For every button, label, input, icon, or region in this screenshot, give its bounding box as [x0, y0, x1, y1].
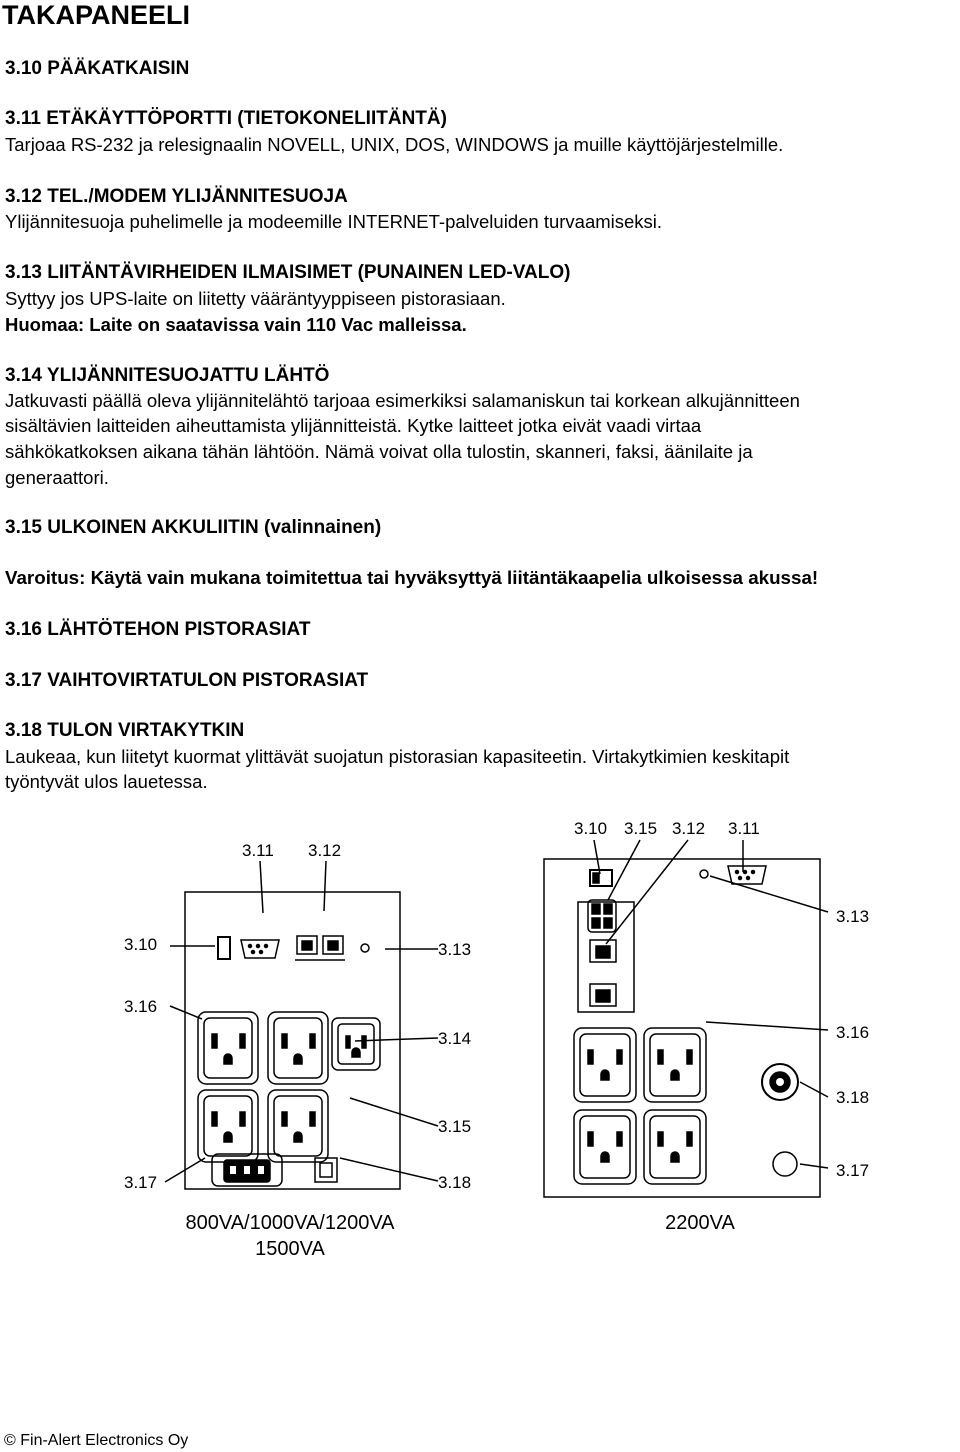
left-label-3-13: 3.13 — [438, 940, 472, 959]
section-3-14-line-3: sähkökatkoksen aikana tähän lähtöön. Nämä voivat olla tulostin, skanneri, faksi, äänilaite ja — [5, 441, 753, 462]
section-3-15-heading: 3.15 ULKOINEN AKKULIITIN (valinnainen) — [5, 517, 382, 538]
right-figure-caption: 2200VA — [665, 1212, 735, 1234]
left-label-3-17: 3.17 — [124, 1173, 158, 1192]
left-label-3-15: 3.15 — [438, 1117, 472, 1136]
right-label-3-18: 3.18 — [836, 1088, 870, 1107]
section-3-11-heading: 3.11 ETÄKÄYTTÖPORTTI (TIETOKONELIITÄNTÄ) — [5, 108, 447, 129]
left-label-3-11: 3.11 — [242, 841, 274, 860]
right-label-3-15: 3.15 — [624, 819, 658, 838]
left-label-3-10: 3.10 — [124, 935, 158, 954]
left-label-3-12: 3.12 — [308, 841, 342, 860]
section-3-18-line-2: työntyvät ulos lauetessa. — [5, 771, 208, 792]
section-3-12-text: Ylijännitesuoja puhelimelle ja modeemille INTERNET-palveluiden turvaamiseksi. — [5, 211, 663, 232]
right-label-3-12: 3.12 — [672, 819, 706, 838]
right-label-3-16: 3.16 — [836, 1023, 870, 1042]
rear-panel-diagram-small — [120, 836, 490, 1206]
right-label-3-11: 3.11 — [728, 819, 760, 838]
section-3-13-note: Huomaa: Laite on saatavissa vain 110 Vac malleissa. — [5, 314, 467, 335]
section-3-16-heading: 3.16 LÄHTÖTEHON PISTORASIAT — [5, 619, 311, 640]
footer-copyright: © Fin-Alert Electronics Oy — [4, 1432, 189, 1449]
left-label-3-14: 3.14 — [438, 1029, 472, 1048]
section-3-13-text: Syttyy jos UPS-laite on liitetty vääräntyyppiseen pistorasiaan. — [5, 288, 506, 309]
section-3-17-heading: 3.17 VAIHTOVIRTATULON PISTORASIAT — [5, 670, 369, 691]
left-figure-caption-line-2: 1500VA — [255, 1238, 325, 1260]
section-3-15-warning: Varoitus: Käytä vain mukana toimitettua tai hyväksyttyä liitäntäkaapelia ulkoisessa akussa! — [5, 567, 819, 588]
rear-panel-diagram-2200va — [538, 812, 890, 1202]
section-3-14-line-2: sisältävien laitteiden aiheuttamista ylijännitteistä. Kytke laitteet jotka eivät vaadi virtaa — [5, 415, 702, 436]
page-title: TAKAPANEELI — [2, 0, 190, 30]
section-3-14-line-4: generaattori. — [5, 467, 109, 488]
section-3-12-heading: 3.12 TEL./MODEM YLIJÄNNITESUOJA — [5, 186, 348, 207]
left-label-3-16: 3.16 — [124, 997, 158, 1016]
right-label-3-10: 3.10 — [574, 819, 608, 838]
section-3-18-heading: 3.18 TULON VIRTAKYTKIN — [5, 720, 245, 741]
right-label-3-13: 3.13 — [836, 907, 870, 926]
section-3-11-text: Tarjoaa RS-232 ja relesignaalin NOVELL, UNIX, DOS, WINDOWS ja muille käyttöjärjestelmille. — [5, 134, 784, 155]
section-3-10-heading: 3.10 PÄÄKATKAISIN — [5, 58, 190, 79]
section-3-14-line-1: Jatkuvasti päällä oleva ylijännitelähtö tarjoaa esimerkiksi salamaniskun tai korkean alkujännitteen — [5, 390, 800, 411]
right-label-3-17: 3.17 — [836, 1161, 870, 1180]
section-3-18-line-1: Laukeaa, kun liitetyt kuormat ylittävät suojatun pistorasian kapasiteetin. Virtakytkimien keskitapit — [5, 746, 790, 767]
section-3-13-heading: 3.13 LIITÄNTÄVIRHEIDEN ILMAISIMET (PUNAINEN LED-VALO) — [5, 262, 571, 283]
section-3-14-heading: 3.14 YLIJÄNNITESUOJATTU LÄHTÖ — [5, 365, 330, 386]
left-figure-caption-line-1: 800VA/1000VA/1200VA — [185, 1212, 395, 1234]
left-label-3-18: 3.18 — [438, 1173, 472, 1192]
